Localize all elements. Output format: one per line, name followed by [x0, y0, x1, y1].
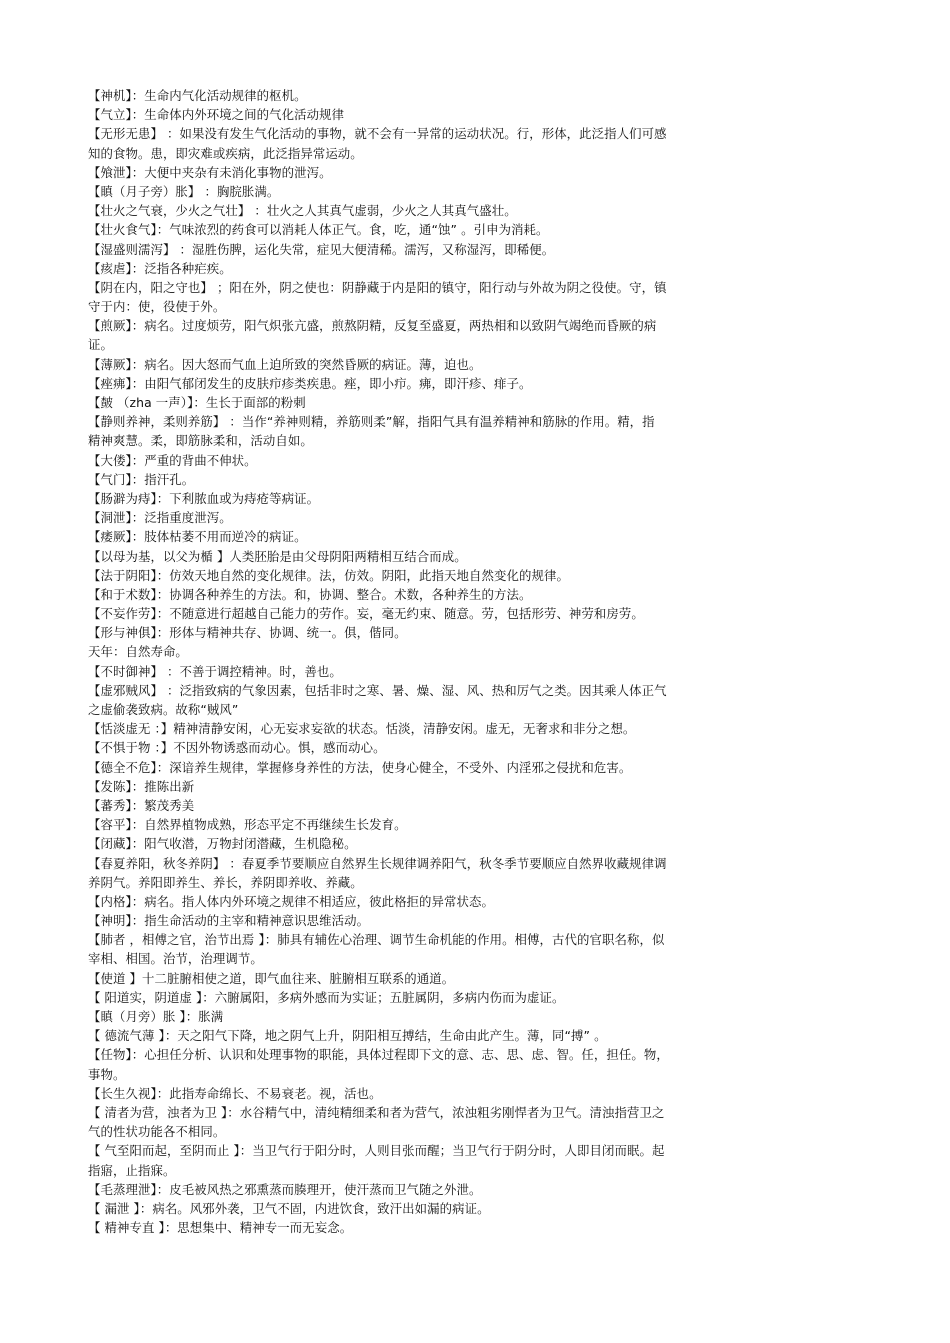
- text-line: 【 德流气薄 】：天之阳气下降，地之阴气上升，阴阳相互搏结，生命由此产生。薄，同“搏” 。: [88, 1028, 607, 1044]
- text-line: 【煎厥】：病名。过度烦劳，阳气炽张亢盛，煎熬阴精，反复至盛夏，两热相和以致阴气竭绝而昏厥的病: [88, 318, 657, 334]
- text-line: 【毛蒸理泄】：皮毛被风热之邪熏蒸而腠理开，使汗蒸而卫气随之外泄。: [88, 1181, 482, 1197]
- text-line: 【飧泄】：大便中夹杂有未消化事物的泄泻。: [88, 164, 332, 180]
- text-line: 【肠澼为痔】：下利脓血或为痔疮等病证。: [88, 490, 320, 506]
- text-line: 【瞋（月旁）胀 】：胀满: [88, 1009, 224, 1024]
- text-line: 【大偻】：严重的背曲不伸状。: [88, 452, 257, 468]
- text-line: 【气立】：生命体内外环境之间的气化活动规律: [88, 107, 345, 123]
- text-line: 【皶 （zha 一声）】：生长于面部的粉刺: [88, 395, 306, 410]
- text-line: 之虚偷袭致病。故称“贼风”: [88, 702, 239, 717]
- text-line: 【壮火之气衰，少火之气壮】 ：壮火之人其真气虚弱，少火之人其真气盛壮。: [88, 203, 517, 219]
- text-line: 【长生久视】：此指寿命绵长、不易衰老。视，活也。: [88, 1085, 382, 1101]
- text-line: 养阴气。养阳即养生、养长，养阴即养收、养藏。: [88, 874, 363, 890]
- text-line: 指寤，止指寐。: [88, 1162, 176, 1178]
- text-line: 【不时御神】 ：不善于调控精神。时，善也。: [88, 663, 342, 679]
- text-line: 【 清者为营，浊者为卫 】：水谷精气中，清纯精细柔和者为营气，浓浊粗劣刚悍者为卫气。清浊指营卫之: [88, 1104, 665, 1120]
- text-line: 【法于阴阳】：仿效天地自然的变化规律。法，仿效。阴阳，此指天地自然变化的规律。: [88, 567, 569, 583]
- document-body: [88, 86, 800, 1237]
- text-line: 【不妄作劳】：不随意进行超越自己能力的劳作。妄，毫无约束、随意。劳，包括形劳、神劳和房劳。: [88, 606, 644, 622]
- text-line: 【气门】：指汗孔。: [88, 471, 195, 487]
- text-line: 【以母为基，以父为楯 】人类胚胎是由父母阴阳两精相互结合而成。: [88, 548, 467, 564]
- text-line: 精神爽慧。柔，即筋脉柔和，活动自如。: [88, 433, 313, 449]
- text-line: 【发陈】：推陈出新: [88, 778, 195, 794]
- text-line: 【痎虐】：泛指各种疟疾。: [88, 260, 232, 276]
- text-line: 【壮火食气】：气味浓烈的药食可以消耗人体正气。食，吃，通“蚀” 。引申为消耗。: [88, 222, 549, 238]
- text-line: 【静则养神，柔则养筋】 ：当作“养神则精，养筋则柔”解，指阳气具有温养精神和筋脉的作用。精，指: [88, 414, 655, 430]
- text-line: 【德全不危】：深谙养生规律，掌握修身养性的方法，使身心健全，不受外、内淫邪之侵扰和危害。: [88, 759, 632, 775]
- text-line: 守于内：使，役使于外。: [88, 299, 226, 315]
- text-line: 【虚邪贼风】 ：泛指致病的气象因素，包括非时之寒、暑、燥、湿、风、热和厉气之类。因其乘人体正气: [88, 682, 667, 698]
- text-line: 【闭藏】：阳气收潜，万物封闭潜藏，生机隐秘。: [88, 836, 357, 852]
- text-line: 【任物】：心担任分析、认识和处理事物的职能，具体过程即下文的意、志、思、虑、智。任，担任。物，: [88, 1047, 669, 1063]
- text-line: 【形与神俱】：形体与精神共存、协调、统一。俱，偕同。: [88, 625, 407, 641]
- text-line: 【瞋（月子旁）胀】 ：胸脘胀满。: [88, 183, 280, 199]
- text-line: 【神明】：指生命活动的主宰和精神意识思维活动。: [88, 913, 370, 929]
- text-line: 【神机】：生命内气化活动规律的枢机。: [88, 88, 307, 103]
- text-line: 天年：自然寿命。: [88, 644, 188, 660]
- text-line: 【洞泄】：泛指重度泄泻。: [88, 510, 232, 526]
- text-line: 知的食物。患，即灾难或疾病，此泛指异常运动。: [88, 145, 363, 161]
- text-line: 证。: [88, 337, 113, 353]
- text-line: 【容平】：自然界植物成熟，形态平定不再继续生长发育。: [88, 817, 407, 833]
- text-line: 【蕃秀】：繁茂秀美: [88, 797, 195, 813]
- text-line: 【 气至阳而起，至阴而止 】：当卫气行于阳分时，人则目张而醒；当卫气行于阴分时，人即目闭而眠。起: [88, 1143, 665, 1159]
- text-line: 【肺者 ，相傅之官，治节出焉 】：肺具有辅佐心治理、调节生命机能的作用。相傅，古代的官职名称，似: [88, 932, 665, 948]
- text-line: 【不惧于物 ：】不因外物诱惑而动心。惧，感而动心。: [88, 740, 386, 756]
- text-line: 【 精神专直 】：思想集中、精神专一而无妄念。: [88, 1220, 353, 1236]
- text-line: 【痿厥】：肢体枯萎不用而逆冷的病证。: [88, 529, 307, 545]
- text-line: 【 阳道实，阴道虚 】：六腑属阳，多病外感而为实证；五脏属阴，多病内伤而为虚证。: [88, 989, 565, 1005]
- text-line: 【恬淡虚无 ：】精神清静安闲，心无妄求妄欲的状态。恬淡，清静安闲。虚无，无奢求和非分之想。: [88, 721, 636, 737]
- text-line: 【使道 】十二脏腑相使之道，即气血往来、脏腑相互联系的通道。: [88, 970, 455, 986]
- text-line: 【春夏养阳，秋冬养阴】 ：春夏季节要顺应自然界生长规律调养阳气，秋冬季节要顺应自然界收藏规律调: [88, 855, 667, 871]
- text-line: 【薄厥】：病名。因大怒而气血上迫所致的突然昏厥的病证。薄，迫也。: [88, 356, 482, 372]
- text-line: 宰相、相国。治节，治理调节。: [88, 951, 263, 967]
- text-line: 气的性状功能各不相同。: [88, 1124, 226, 1140]
- text-line: 【内格】：病名。指人体内外环境之规律不相适应，彼此格拒的异常状态。: [88, 893, 494, 909]
- text-line: 【湿盛则濡泻】 ：湿胜伤脾，运化失常，症见大便清稀。濡泻，又称湿泻，即稀便。: [88, 241, 555, 257]
- text-line: 【和于术数】：协调各种养生的方法。和，协调、整合。术数，各种养生的方法。: [88, 586, 532, 602]
- text-line: 事物。: [88, 1066, 126, 1082]
- text-line: 【痤疿】：由阳气郁闭发生的皮肤疖疹类疾患。痤，即小疖。疿，即汗疹、痱子。: [88, 375, 532, 391]
- text-line: 【阴在内，阳之守也】 ；阳在外，阴之使也：阴静藏于内是阳的镇守，阳行动与外故为阴之役使。守，镇: [88, 279, 667, 295]
- text-line: 【 漏泄 】：病名。风邪外袭，卫气不固，内进饮食，致汗出如漏的病证。: [88, 1200, 490, 1216]
- text-line: 【无形无患】 ：如果没有发生气化活动的事物，就不会有一异常的运动状况。行，形体，此泛指人们可感: [88, 126, 667, 142]
